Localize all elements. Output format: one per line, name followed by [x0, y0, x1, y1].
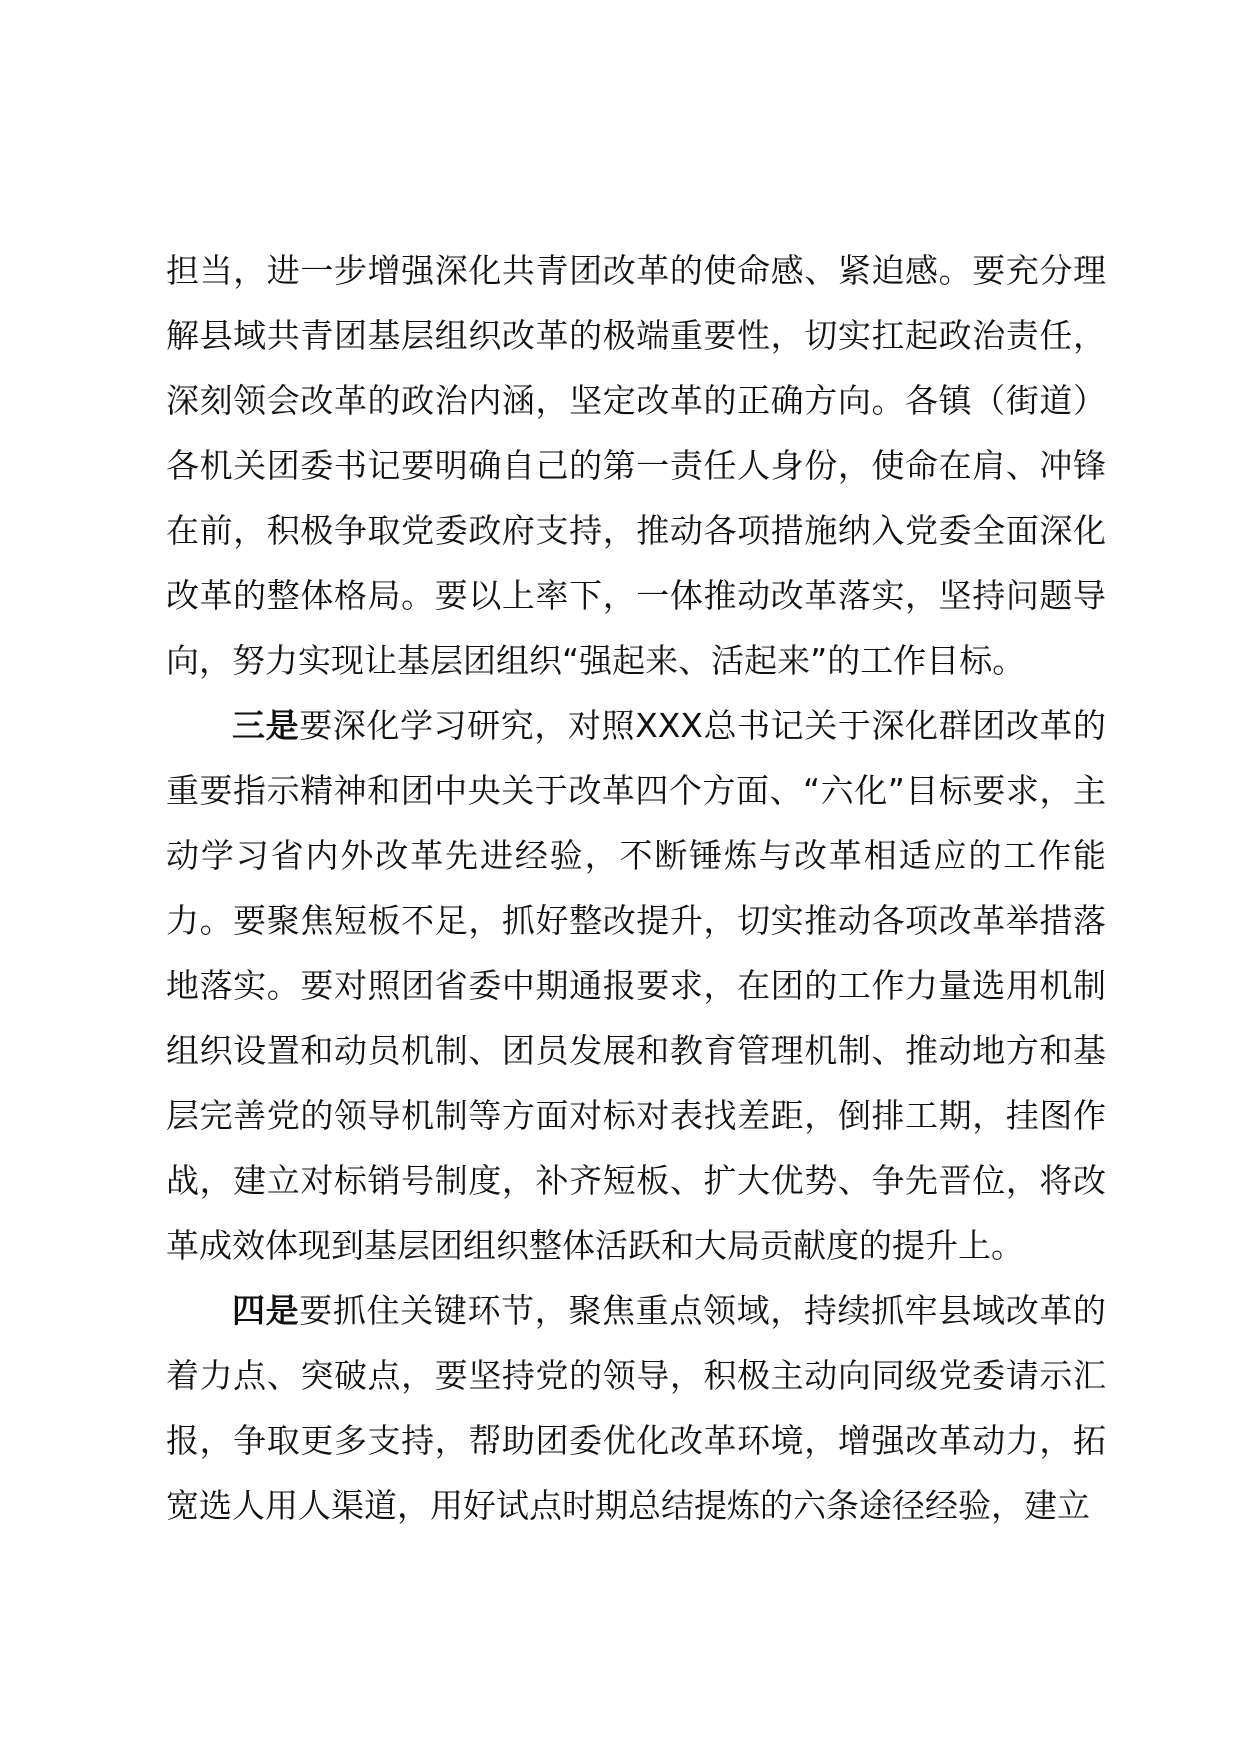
- paragraph-text: 要深化学习研究，对照XXX总书记关于深化群团改革的重要指示精神和团中央关于改革四个方面、“六化”目标要求，主动学习省内外改革先进经验，不断锤炼与改革相适应的工作能力。要聚焦短板不足，抓好整改提升，切实推动各项改革举措落地落实。要对照团省委中期通报要求，在团的工作力量选用机制组织设置和动员机制、团员发展和教育管理机制、推动地方和基层完善党的领导机制等方面对标对表找差距，倒排工期，挂图作战，建立对标销号制度，补齐短板、扩大优势、争先晋位，将改革成效体现到基层团组织整体活跃和大局贡献度的提升上。: [166, 706, 1106, 1265]
- paragraph-lead: 三是: [232, 706, 300, 745]
- paragraph-point-four: [166, 1278, 1106, 1538]
- paragraph-continuation: [166, 238, 1106, 693]
- body-text: [166, 238, 1106, 1538]
- paragraph-text: 担当，进一步增强深化共青团改革的使命感、紧迫感。要充分理解县域共青团基层组织改革的极端重要性，切实扛起政治责任，深刻领会改革的政治内涵，坚定改革的正确方向。各镇（街道）各机关团委书记要明确自己的第一责任人身份，使命在肩、冲锋在前，积极争取党委政府支持，推动各项措施纳入党委全面深化改革的整体格局。要以上率下，一体推动改革落实，坚持问题导向，努力实现让基层团组织“强起来、活起来”的工作目标。: [166, 251, 1106, 680]
- paragraph-text: 要抓住关键环节，聚焦重点领域，持续抓牢县域改革的着力点、突破点，要坚持党的领导，积极主动向同级党委请示汇报，争取更多支持，帮助团委优化改革环境，增强改革动力，拓宽选人用人渠道，用好试点时期总结提炼的六条途径经验，建立: [166, 1291, 1107, 1525]
- paragraph-point-three: [166, 693, 1106, 1278]
- paragraph-lead: 四是: [232, 1291, 300, 1330]
